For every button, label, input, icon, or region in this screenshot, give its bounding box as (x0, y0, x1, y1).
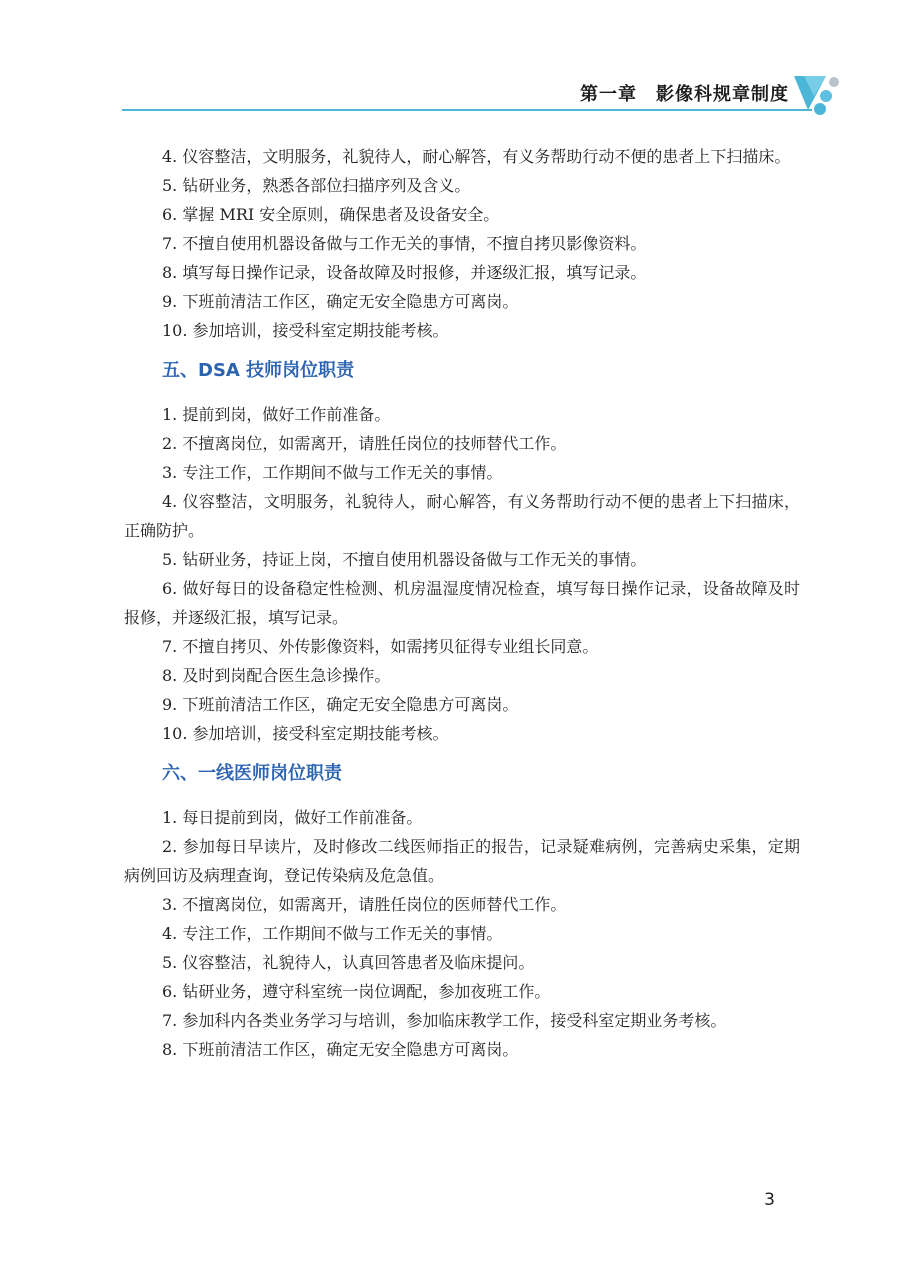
page-content (124, 142, 800, 1064)
list-item: 7. 不擅自拷贝、外传影像资料，如需拷贝征得专业组长同意。 (162, 637, 599, 656)
section-dsa-technician (124, 356, 800, 748)
list-item: 10. 参加培训，接受科室定期技能考核。 (162, 724, 449, 743)
list-item: 8. 下班前清洁工作区，确定无安全隐患方可离岗。 (162, 1040, 519, 1059)
list-item: 4. 仪容整洁，文明服务，礼貌待人，耐心解答，有义务帮助行动不便的患者上下扫描床，正确防护。 (124, 492, 800, 540)
list-item: 6. 掌握 MRI 安全原则，确保患者及设备安全。 (162, 205, 500, 224)
intro-list (124, 142, 800, 345)
list-item: 8. 填写每日操作记录，设备故障及时报修，并逐级汇报，填写记录。 (162, 263, 647, 282)
section-frontline-physician (124, 759, 800, 1064)
list-item: 9. 下班前清洁工作区，确定无安全隐患方可离岗。 (162, 695, 519, 714)
list-item: 10. 参加培训，接受科室定期技能考核。 (162, 321, 449, 340)
list-item: 6. 做好每日的设备稳定性检测、机房温湿度情况检查，填写每日操作记录，设备故障及时报修，并逐级汇报，填写记录。 (124, 579, 800, 627)
page-number: 3 (764, 1190, 775, 1210)
list-item: 3. 不擅离岗位，如需离开，请胜任岗位的医师替代工作。 (162, 895, 567, 914)
list-item: 3. 专注工作，工作期间不做与工作无关的事情。 (162, 463, 503, 482)
list-item: 1. 提前到岗，做好工作前准备。 (162, 405, 391, 424)
list-item: 7. 不擅自使用机器设备做与工作无关的事情，不擅自拷贝影像资料。 (162, 234, 647, 253)
list-item: 5. 钻研业务，熟悉各部位扫描序列及含义。 (162, 176, 471, 195)
list-item: 1. 每日提前到岗，做好工作前准备。 (162, 808, 423, 827)
list-item: 4. 专注工作，工作期间不做与工作无关的事情。 (162, 924, 503, 943)
header-ornament-icon (790, 70, 850, 120)
list-item: 2. 不擅离岗位，如需离开，请胜任岗位的技师替代工作。 (162, 434, 567, 453)
list-item: 6. 钻研业务，遵守科室统一岗位调配，参加夜班工作。 (162, 982, 551, 1001)
page-header (0, 0, 911, 120)
list-item: 5. 钻研业务，持证上岗，不擅自使用机器设备做与工作无关的事情。 (162, 550, 647, 569)
list-item: 2. 参加每日早读片，及时修改二线医师指正的报告，记录疑难病例，完善病史采集，定期病例回访及病理查询，登记传染病及危急值。 (124, 837, 800, 885)
list-item: 5. 仪容整洁，礼貌待人，认真回答患者及临床提问。 (162, 953, 535, 972)
section-heading: 五、DSA 技师岗位职责 (162, 360, 355, 381)
list-item: 4. 仪容整洁，文明服务，礼貌待人，耐心解答，有义务帮助行动不便的患者上下扫描床。 (162, 147, 791, 166)
list-item: 7. 参加科内各类业务学习与培训，参加临床教学工作，接受科室定期业务考核。 (162, 1011, 727, 1030)
section-heading: 六、一线医师岗位职责 (162, 763, 342, 784)
list-item: 8. 及时到岗配合医生急诊操作。 (162, 666, 391, 685)
header-rule (122, 109, 812, 111)
list-item: 9. 下班前清洁工作区，确定无安全隐患方可离岗。 (162, 292, 519, 311)
chapter-title: 第一章 影像科规章制度 (580, 84, 789, 105)
